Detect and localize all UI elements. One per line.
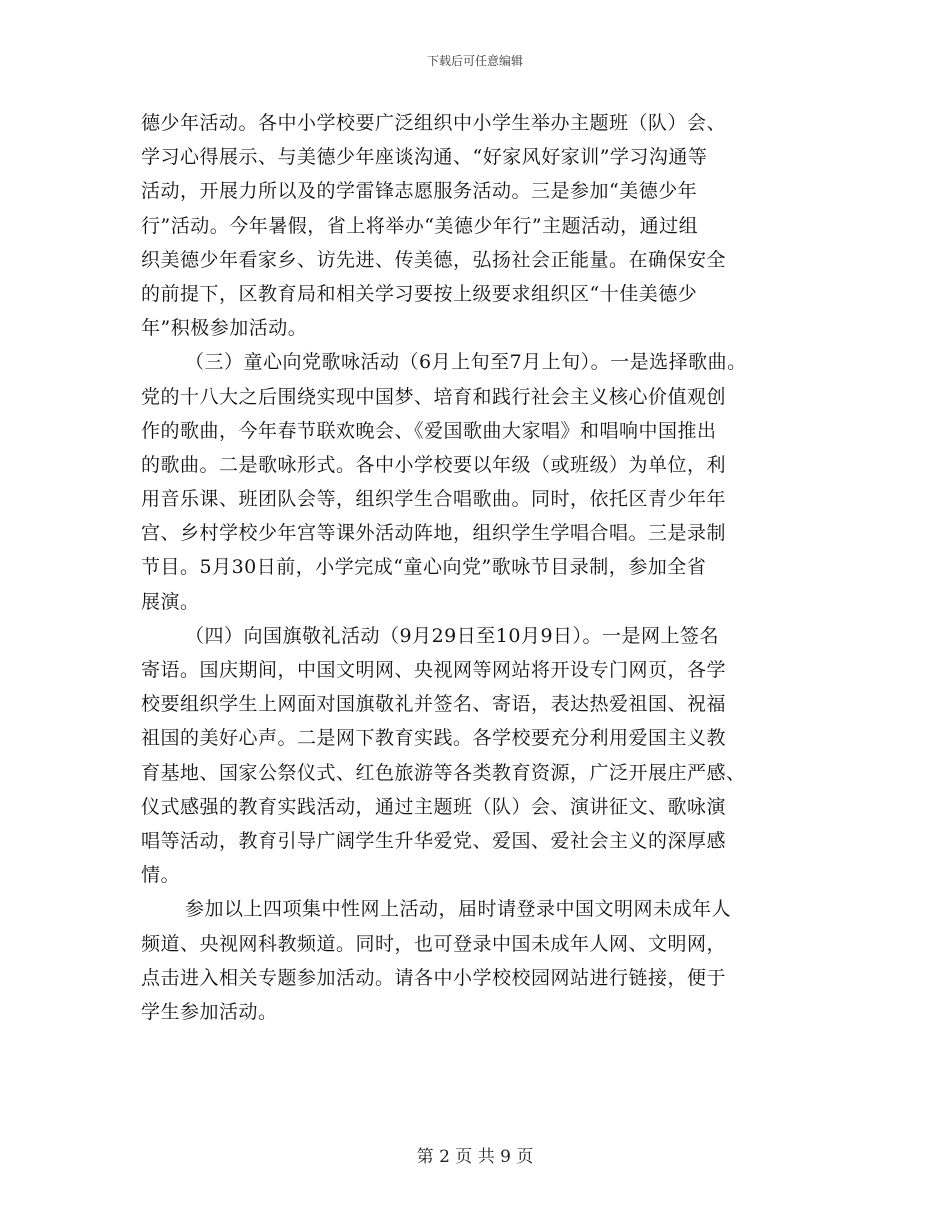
text-line: 的歌曲。二是歌咏形式。各中小学校要以年级（或班级）为单位，利 — [141, 453, 727, 476]
section-heading-line: （四）向国旗敬礼活动（9月29日至10月9日）。一是网上签名 — [185, 624, 720, 647]
document-body — [141, 106, 841, 1029]
text-line: 活动，开展力所以及的学雷锋志愿服务活动。三是参加“美德少年 — [141, 180, 698, 203]
text-line: 宫、乡村学校少年宫等课外活动阵地，组织学生学唱合唱。三是录制 — [141, 522, 727, 545]
text-line: 点击进入相关专题参加活动。请各中小学校校园网站进行链接，便于 — [141, 966, 727, 989]
text-line: 学习心得展示、与美德少年座谈沟通、“好家风好家训”学习沟通等 — [141, 146, 708, 169]
text-line: 频道、央视网科教频道。同时，也可登录中国未成年人网、文明网， — [141, 932, 727, 955]
text-line: 织美德少年看家乡、访先进、传美德，弘扬社会正能量。在确保安全 — [141, 248, 727, 271]
text-line: 德少年活动。各中小学校要广泛组织中小学生举办主题班（队）会、 — [141, 112, 727, 134]
text-line: 党的十八大之后围绕实现中国梦、培育和践行社会主义核心价值观创 — [141, 385, 727, 408]
text-line: 情。 — [141, 864, 181, 887]
header-note: 下载后可任意编辑 — [426, 54, 523, 68]
text-line: 寄语。国庆期间，中国文明网、央视网等网站将开设专门网页，各学 — [141, 659, 727, 681]
text-line: 祖国的美好心声。二是网下教育实践。各学校要充分利用爱国主义教 — [141, 727, 727, 750]
paragraph-start-line: 参加以上四项集中性网上活动，届时请登录中国文明网未成年人 — [185, 898, 732, 921]
text-line: 行”活动。今年暑假，省上将举办“美德少年行”主题活动，通过组 — [141, 214, 699, 237]
text-line: 展演。 — [141, 590, 200, 613]
text-line: 校要组织学生上网面对国旗敬礼并签名、寄语，表达热爱祖国、祝福 — [141, 693, 727, 716]
text-line: 年”积极参加活动。 — [141, 317, 308, 340]
text-line: 用音乐课、班团队会等，组织学生合唱歌曲。同时，依托区青少年年 — [141, 488, 727, 511]
text-line: 学生参加活动。 — [141, 1000, 278, 1023]
page-number-footer: 第 2 页 共 9 页 — [416, 1147, 534, 1167]
section-heading-line: （三）童心向党歌咏活动（6月上旬至7月上旬）。一是选择歌曲。 — [185, 351, 747, 374]
text-line: 节目。5月30日前，小学完成“童心向党”歌咏节目录制，参加全省 — [141, 556, 707, 579]
text-line: 唱等活动，教育引导广阔学生升华爱党、爱国、爱社会主义的深厚感 — [141, 829, 727, 852]
text-line: 育基地、国家公祭仪式、红色旅游等各类教育资源，广泛开展庄严感、 — [141, 761, 746, 784]
text-line: 的前提下，区教育局和相关学习要按上级要求组织区“十佳美德少 — [141, 282, 698, 305]
text-line: 仪式感强的教育实践活动，通过主题班（队）会、演讲征文、歌咏演 — [141, 795, 727, 818]
text-line: 作的歌曲，今年春节联欢晚会、《爱国歌曲大家唱》和唱响中国推出 — [141, 419, 717, 442]
